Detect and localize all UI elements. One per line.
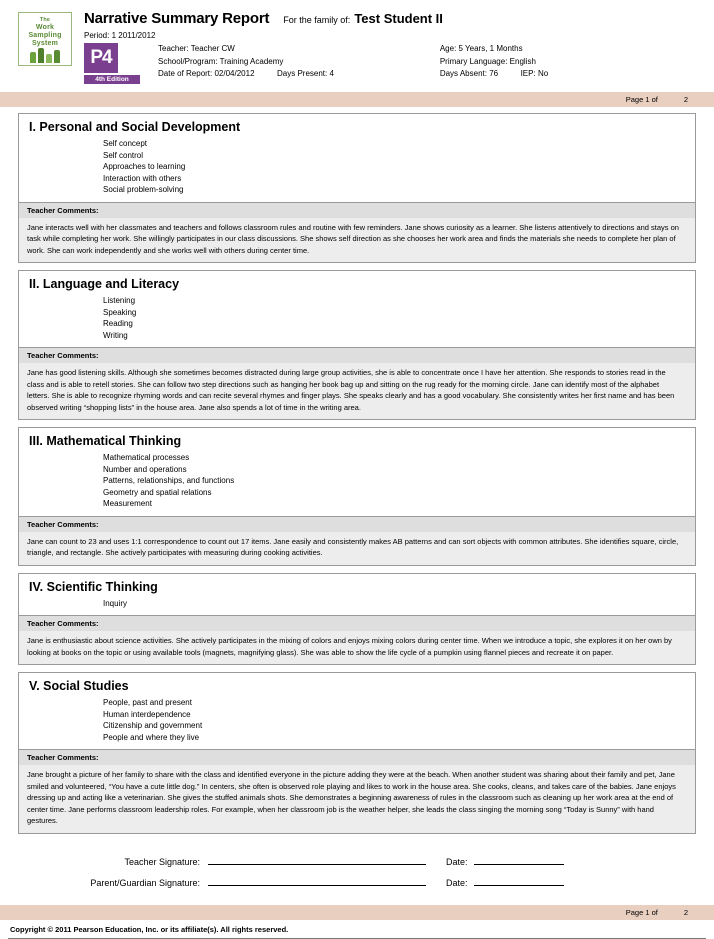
section-title: IV. Scientific Thinking: [29, 579, 158, 594]
primary-language-line: [440, 56, 700, 69]
date-of-report-label: Date of Report:: [158, 69, 213, 78]
work-sampling-system-logo: [14, 10, 76, 84]
section-title: V. Social Studies: [29, 679, 129, 693]
header-main: [76, 10, 700, 84]
logo-line-4: System: [31, 40, 59, 47]
logo-text: [19, 13, 71, 48]
primary-language-label: Primary Language:: [439, 56, 508, 66]
teacher-signature-label: Teacher Signature:: [124, 856, 200, 867]
meta-column-right: [440, 43, 700, 84]
report-period: Period: 1 2011/2012: [84, 31, 156, 40]
parent-date-field[interactable]: [474, 874, 564, 886]
domain-item: Reading: [103, 319, 133, 328]
logo-line-1: The: [39, 17, 51, 23]
section-language-literacy: [18, 270, 696, 420]
domain-list: [19, 598, 695, 616]
iep-label: IEP:: [520, 69, 536, 78]
domain-item: Approaches to learning: [103, 162, 186, 171]
parent-signature-row: [48, 874, 666, 888]
teacher-comments-text: Jane interacts well with her classmates and teachers and follows classroom rules and routine with few reminders. Jane shows curiosity as a learner. She listens attentively to directions and stays on task while completing her work. She willingly participates in our class discussions. She shows self direction as she chooses her work area and finds the materials she needs to complete her plan of work. She can work independently and she works well with others during center time.: [19, 218, 695, 263]
domain-item: Self control: [103, 150, 144, 160]
school-label: School/Program:: [158, 56, 218, 66]
teacher-comments-text: Jane is enthusiastic about science activities. She actively participates in the mixing of colors and enjoys mixing colors during center time. When we introduce a topic, she explores it on her own by looking at books on the topic or using available tools (magnets, magnifying glass). She was able to show the life cycle of a pumpkin using flannel pieces and recreate it on paper.: [19, 631, 695, 664]
section-mathematical-thinking: [18, 427, 696, 566]
copyright-notice: Copyright © 2011 Pearson Education, Inc. or its affiliate(s). All rights reserved.: [10, 924, 289, 934]
page-bar-bottom: [0, 905, 714, 920]
teacher-signature-row: [48, 853, 666, 867]
page-label-bottom: Page 1 of: [625, 907, 658, 917]
section-scientific-thinking: [18, 573, 696, 666]
edition-badge: 4th Edition: [84, 75, 140, 84]
domain-item: Writing: [103, 330, 128, 340]
meta-columns: [158, 43, 700, 84]
domain-list: [19, 138, 695, 202]
teacher-signature-field[interactable]: [208, 853, 426, 865]
school-value: Training Academy: [219, 56, 284, 66]
domain-item: Number and operations: [103, 464, 187, 474]
teacher-comments-text: Jane has good listening skills. Although she sometimes becomes distracted during large group activities, she is able to concentrate once I have her attention. She responds to stories read in the class and is able to retell stories. She can follow two step directions such as hanging her book bag up and sitting on the rug ready for the morning circle. Jane can identify most of the alphabet letters. She is able to recognize rhyming words and can recite several rhymes and finger plays. She speaks clearly and has a good vocabulary. She consistently writes her first name and has been observed writing “shopping lists” in the house area. Jane also spends a lot of time in the writing area.: [19, 363, 695, 419]
date-of-report-line: [158, 68, 440, 81]
domain-list: [19, 452, 695, 516]
domain-item: People, past and present: [103, 698, 192, 707]
family-line: [283, 10, 443, 28]
logo-line-2: Work: [35, 24, 55, 31]
domain-item: Mathematical processes: [103, 453, 190, 462]
teacher-value: Teacher CW: [190, 44, 235, 53]
domain-item: Listening: [103, 296, 136, 305]
domain-item: Self concept: [103, 139, 148, 148]
domain-item: Citizenship and government: [103, 721, 203, 730]
teacher-comments-header: Teacher Comments:: [19, 749, 695, 765]
student-name: Test Student II: [354, 11, 443, 26]
days-absent-line: [440, 68, 700, 81]
age-line: [440, 43, 700, 56]
domain-item: Interaction with others: [103, 173, 182, 183]
section-personal-social: [18, 113, 696, 263]
teacher-comments-header: Teacher Comments:: [19, 202, 695, 218]
parent-signature-label: Parent/Guardian Signature:: [90, 877, 200, 888]
teacher-comments-header: Teacher Comments:: [19, 347, 695, 363]
iep-value: No: [537, 69, 549, 78]
signature-block: [18, 841, 696, 901]
teacher-date-label: Date:: [446, 856, 468, 867]
page-bar-top: [0, 92, 714, 107]
domain-item: Speaking: [103, 307, 137, 317]
teacher-date-field[interactable]: [474, 853, 564, 865]
parent-signature-field[interactable]: [208, 874, 426, 886]
domain-item: Inquiry: [103, 598, 128, 608]
domain-list: [19, 295, 695, 347]
domain-item: Human interdependence: [103, 709, 191, 719]
for-family-label: For the family of:: [283, 15, 351, 25]
section-social-studies: [18, 672, 696, 834]
parent-date-label: Date:: [446, 877, 468, 888]
title-row: [84, 10, 700, 28]
teacher-comments-text: Jane can count to 23 and uses 1:1 correspondence to count out 17 items. Jane easily and consistently makes AB patterns and can sort objects with common attributes. She identifies square, circle, triangle, and rectangle. She actively participates with measuring during cooking activities.: [19, 532, 695, 565]
domain-item: Measurement: [103, 499, 152, 508]
page-total-top: 2: [683, 95, 688, 104]
days-present-label: Days Present:: [277, 69, 328, 78]
grade-badge: [84, 43, 158, 84]
age-value: 5 Years, 1 Months: [458, 44, 523, 53]
domain-item: Social problem-solving: [103, 185, 184, 194]
section-title: III. Mathematical Thinking: [29, 434, 182, 448]
page-total-bottom: 2: [683, 907, 688, 917]
domain-item: People and where they live: [103, 732, 200, 742]
meta-row: [84, 43, 700, 84]
teacher-line: [158, 43, 440, 56]
logo-line-3: Sampling: [28, 32, 62, 39]
page-label-top: Page 1 of: [625, 95, 658, 104]
domain-item: Geometry and spatial relations: [103, 487, 212, 497]
domain-item: Patterns, relationships, and functions: [103, 476, 235, 485]
footer-divider: [8, 938, 706, 939]
days-absent-value: 76: [489, 69, 499, 78]
meta-column-left: [158, 43, 440, 84]
section-title: I. Personal and Social Development: [29, 120, 241, 134]
age-label: Age:: [439, 44, 457, 53]
primary-language-value: English: [509, 56, 536, 66]
report-body: [0, 107, 714, 901]
logo-figures-icon: [19, 45, 71, 63]
report-header: [0, 0, 714, 88]
date-of-report-value: 02/04/2012: [214, 69, 255, 78]
section-title: II. Language and Literacy: [29, 277, 180, 291]
school-line: [158, 56, 440, 69]
logo-box: [18, 12, 72, 66]
teacher-label: Teacher:: [158, 44, 189, 53]
days-absent-label: Days Absent:: [439, 69, 487, 78]
days-present-value: 4: [329, 69, 334, 78]
page-title: Narrative Summary Report: [84, 10, 270, 27]
grade-badge-label: P4: [84, 43, 118, 73]
domain-list: [19, 697, 695, 749]
teacher-comments-text: Jane brought a picture of her family to share with the class and identified everyone in the picture adding they were at the beach. When another student was sharing about their family and pet, Jane smiled and volunteered, “You have a cute little dog.” In centers, she often is observed role playing and likes to work in the house area. She cooks, cleans, and takes care of the babies. Jane enjoys dressing up and acting like a veterinarian. She gives the stuffed animals shots. She demonstrates a beginning awareness of rules in the classroom such as cleaning up her work area at the end of center time. Jane performs classroom leadership roles. For example, when her classroom job is the weather helper, she leads the class singing the morning song “Today is Sunny” with hand gestures.: [19, 765, 695, 833]
teacher-comments-header: Teacher Comments:: [19, 615, 695, 631]
teacher-comments-header: Teacher Comments:: [19, 516, 695, 532]
